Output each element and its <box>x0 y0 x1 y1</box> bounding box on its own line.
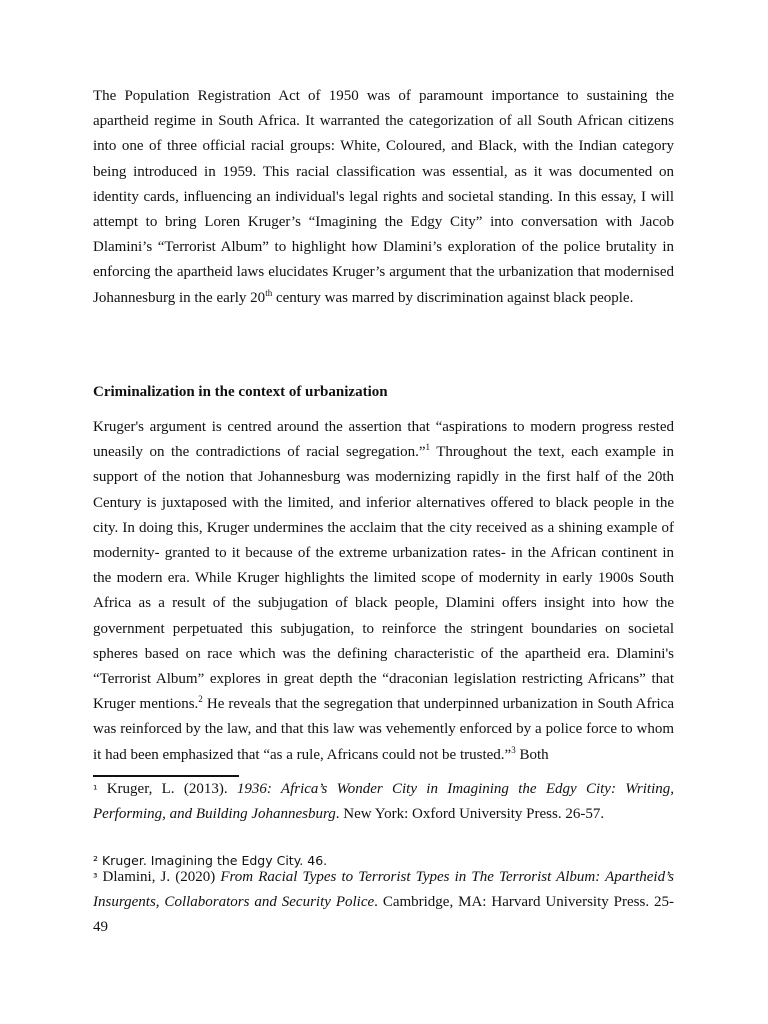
footnote-mark: ³ <box>93 871 98 884</box>
body-text: Kruger's argument is centred around the assertion that “aspirations to modern progress rested uneasily on the contradictions of racial segregation.” <box>93 419 674 461</box>
intro-text: The Population Registration Act of 1950 was of paramount importance to sustaining the apartheid regime in South Africa. It warranted the categorization of all South African citizens into one of three official racial groups: White, Coloured, and Black, with the Indian category being introduced in 1959. This racial classification was essential, as it was documented on identity cards, influencing an individual's legal rights and societal standing. In this essay, I will attempt to bring Loren Kruger’s “Imagining the Edgy City” into conversation with Jacob Dlamini’s “Terrorist Album” to highlight how Dlamini’s exploration of the police brutality in enforcing the apartheid laws elucidates Kruger’s argument that the urbanization that modernised Johannesburg in the early 20 <box>93 88 674 306</box>
footnote-2: ² Kruger. Imagining the Edgy City. 46. <box>93 853 328 868</box>
body-text: Both <box>515 746 549 763</box>
footnote-mark: ¹ <box>93 783 98 796</box>
ordinal-superscript: th <box>265 287 273 298</box>
footnote-text: Dlamini, J. (2020) <box>97 869 221 885</box>
footnote-title: 1936: Africa’s Wonder City in Imagining the Edgy City: Writing, Performing, and Building Johannesburg <box>93 781 674 823</box>
footnote-text: . New York: Oxford University Press. 26-57. <box>335 806 605 823</box>
footnote-ref-3[interactable]: 3 <box>511 744 516 755</box>
footnote-ref-1[interactable]: 1 <box>425 442 431 453</box>
footnote-title: From Racial Types to Terrorist Types in The Terrorist Album: Apartheid’s Insurgents, Collaborators and Security Police <box>93 869 674 911</box>
intro-text-end: century was marred by discrimination against black people. <box>272 289 634 306</box>
footnote-3 <box>93 865 674 941</box>
footnote-text: . Cambridge, MA: Harvard University Press. 25-49 <box>93 894 674 936</box>
body-text: Throughout the text, each example in support of the notion that Johannesburg was modernizing rapidly in the first half of the 20th Century is juxtaposed with the limited, and inferior alternatives offered to black people in the city. In doing this, Kruger undermines the acclaim that the city received as a shining example of modernity- granted to it because of the extreme urbanization rates- in the African continent in the modern era. While Kruger highlights the limited scope of modernity in early 1900s South Africa as a result of the subjugation of black people, Dlamini offers insight into how the government perpetuated this subjugation, to reinforce the stringent boundaries on societal spheres based on race which was the defining characteristic of the apartheid era. Dlamini's “Terrorist Album” explores in great depth the “draconian legislation restricting Africans” that Kruger mentions. <box>93 444 674 713</box>
body-text: He reveals that the segregation that underpinned urbanization in South Africa was reinforced by the law, and that this law was vehemently enforced by a police force to whom it had been emphasized that “as a rule, Africans could not be trusted.” <box>93 696 674 763</box>
body-paragraph <box>93 415 674 768</box>
intro-paragraph <box>93 84 674 311</box>
footnote-ref-2[interactable]: 2 <box>198 694 203 705</box>
footnote-text: Kruger, L. (2013). <box>97 781 237 797</box>
footnote-1 <box>93 777 674 827</box>
section-heading: Criminalization in the context of urbanization <box>93 384 388 400</box>
